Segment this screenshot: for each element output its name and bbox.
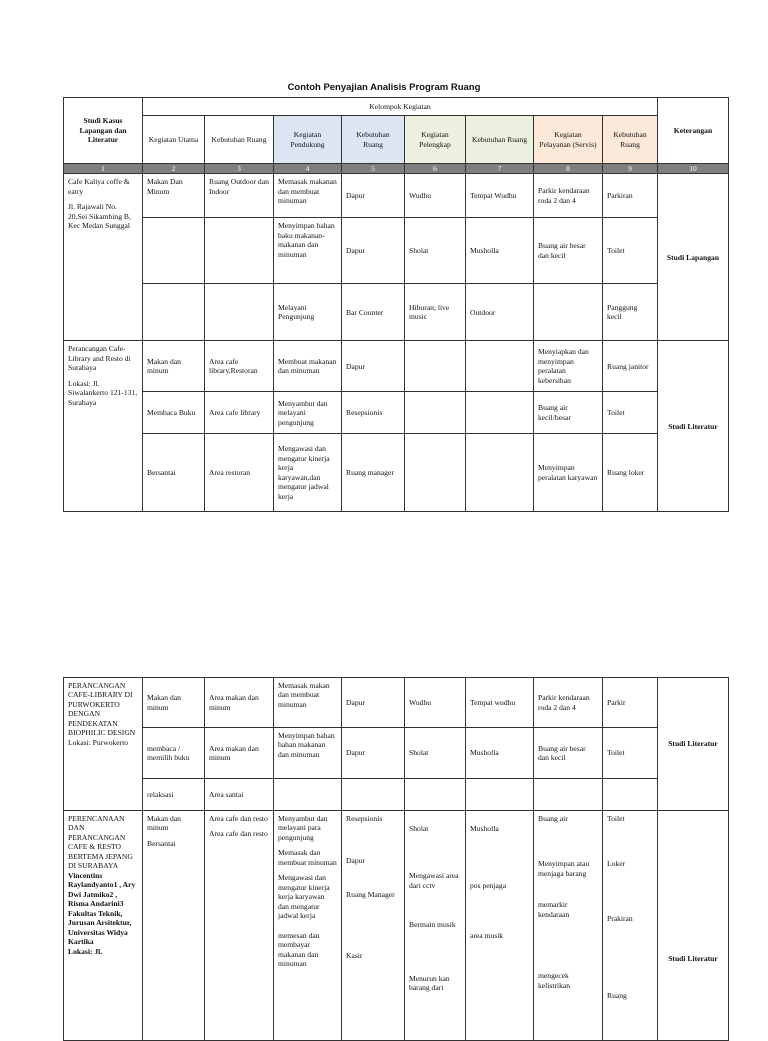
list-item: Sholat (409, 824, 429, 833)
cell-kegiatan-pelayanan: Parkir kendaraan roda 2 dan 4 (534, 174, 603, 218)
cell-kegiatan-pendukung: Menyambut dan melayani pengunjung (274, 392, 342, 434)
page-title: Contoh Penyajian Analisis Program Ruang (287, 82, 481, 93)
cell-kegiatan-pelayanan: Buang air besar dan kecil (534, 218, 603, 284)
cell-kegiatan-pelayanan: Parkir kendaraan roda 2 dan 4 (534, 678, 603, 728)
cell-kebutuhan-ruang: Area restoran (205, 434, 274, 512)
cell-kebutuhan-ruang: Toilet (603, 728, 658, 779)
cell-kebutuhan-ruang (466, 811, 534, 1041)
cell-kegiatan-pelengkap (405, 392, 466, 434)
cell-kebutuhan-ruang: Dapur (342, 174, 405, 218)
table-row (64, 811, 729, 1041)
header-col: Kegiatan Pelengkap (405, 116, 466, 164)
case-study-name: PERANCANGAN CAFE-LIBRARY DI PURWOKERTO DENGAN PENDEKATAN BIOPHILIC DESIGN (68, 681, 136, 738)
program-table-2 (63, 677, 729, 1041)
list-item: Mengawasi area dari cctv (409, 871, 459, 890)
cell-kegiatan-utama: Bersantai (143, 434, 205, 512)
case-study-location: Lokasi: Jl. (68, 946, 103, 956)
cell-kebutuhan-ruang: Ruang loker (603, 434, 658, 512)
cell-kebutuhan-ruang: Area makan dan minum (205, 678, 274, 728)
cell-kebutuhan-ruang: Ruang janitor (603, 341, 658, 392)
cell-kegiatan-pendukung: Memasak makan dan membuat minuman (274, 678, 342, 728)
cell-kebutuhan-ruang: Dapur (342, 728, 405, 779)
list-item: Prakiran (607, 913, 633, 923)
case-study-location: Jl. Rajawali No. 20,Sei Sikambing B, Kec Medan Sunggal (68, 202, 131, 231)
cell-kegiatan-pendukung: Membuat makanan dan minuman (274, 341, 342, 392)
list-item: area musik (470, 930, 504, 940)
cell-kebutuhan-ruang: Dapur (342, 678, 405, 728)
header-keterangan: Keterangan (658, 98, 729, 164)
cell-kegiatan-utama: Makan Dan Minum (143, 174, 205, 218)
cell-kebutuhan-ruang (466, 392, 534, 434)
cell-kebutuhan-ruang (205, 284, 274, 341)
list-item: Loker (607, 859, 626, 869)
cell-kebutuhan-ruang: Outdoor (466, 284, 534, 341)
header-col: Kebutuhan Ruang (603, 116, 658, 164)
header-col: Kebutuhan Ruang (466, 116, 534, 164)
cell-kebutuhan-ruang: Bar Counter (342, 284, 405, 341)
column-number: 10 (658, 164, 729, 174)
table-row (64, 284, 729, 341)
cell-kegiatan-pelengkap: Wudhu (405, 678, 466, 728)
cell-kebutuhan-ruang: Musholla (466, 728, 534, 779)
cell-kebutuhan-ruang: Parkir (603, 678, 658, 728)
header-kelompok-kegiatan: Kelompok Kegiatan (143, 98, 658, 116)
cell-kegiatan-pelayanan (534, 284, 603, 341)
program-table-1 (63, 97, 729, 512)
cell-keterangan: Studi Literatur (658, 811, 729, 1041)
cell-kebutuhan-ruang: Ruang Outdoor dan Indoor (205, 174, 274, 218)
cell-kegiatan-utama (143, 284, 205, 341)
list-item: Ruang Manager (346, 889, 395, 899)
cell-kebutuhan-ruang (342, 811, 405, 1041)
cell-kegiatan-pelayanan: Buang air besar dan kecil (534, 728, 603, 779)
cell-kebutuhan-ruang: Ruang manager (342, 434, 405, 512)
header-col: Kegiatan Utama (143, 116, 205, 164)
header-col: Kebutuhan Ruang (342, 116, 405, 164)
cell-kegiatan-pelayanan: Menyimpan peralatan karyawan (534, 434, 603, 512)
case-study-cell (64, 341, 143, 512)
list-item: Buang air (538, 814, 568, 823)
list-item: Kasir (346, 951, 363, 961)
column-number: 1 (64, 164, 143, 174)
cell-kegiatan-pelayanan: Menyiapkan dan menyimpan peralatan kebersihan (534, 341, 603, 392)
column-number: 5 (342, 164, 405, 174)
cell-kegiatan-pendukung: Mengawasi dan mengatur kinerja kerja karyawan,dan mengatur jadwal kerja (274, 434, 342, 512)
cell-kegiatan-utama (143, 811, 205, 1041)
cell-kegiatan-pendukung (274, 811, 342, 1041)
list-item: Menurun kan barang dari (409, 973, 450, 993)
header-studi-kasus: Studi Kasus Lapangan dan Literatur (64, 98, 143, 164)
case-study-name: PERENCANAAN DAN PERANCANGAN CAFE & RESTO BERTEMA JEPANG DI SURABAYA (68, 814, 133, 871)
case-study-cell (64, 811, 143, 1041)
list-item: pos penjaga (470, 881, 507, 891)
case-study-authors: Vincentins Raylandyanto1 , Ary Dwi Jatmiko2 , Risma Andarini3 Fakultas Teknik, Jurusan Arsitektur, Universitas Widya Kartika (68, 870, 136, 947)
cell-kebutuhan-ruang (205, 218, 274, 284)
column-number: 6 (405, 164, 466, 174)
list-item: Area cafe dan resto (209, 829, 268, 839)
list-item: Toilet (607, 814, 625, 823)
header-col: Kegiatan Pelayanan (Servis) (534, 116, 603, 164)
cell-kebutuhan-ruang (466, 779, 534, 811)
cell-kebutuhan-ruang: Musholla (466, 218, 534, 284)
cell-kebutuhan-ruang: Tempat Wudhu (466, 174, 534, 218)
list-item: Menyimpan atau menjaga barang (538, 859, 590, 878)
list-item: memarkir kendaraan (538, 900, 570, 919)
cell-kegiatan-pelayanan: Buang air kecil/besar (534, 392, 603, 434)
case-study-name: Perancangan Cafe-Library and Resto di Surabaya (68, 344, 131, 373)
cell-kegiatan-pelengkap: Hiburan; live music (405, 284, 466, 341)
cell-kebutuhan-ruang: Tempat wudhu (466, 678, 534, 728)
cell-kegiatan-utama (143, 218, 205, 284)
cell-kebutuhan-ruang: Area makan dan minum (205, 728, 274, 779)
case-study-cell (64, 678, 143, 811)
list-item: Ruang (607, 991, 627, 1001)
cell-kegiatan-pendukung: Menyimpan bahan bahan makanan dan minuman (274, 728, 342, 779)
cell-kebutuhan-ruang: Resepsionis (342, 392, 405, 434)
list-item: Menyambut dan melayani para pengunjung (278, 814, 328, 842)
cell-kegiatan-utama: Membaca Buku (143, 392, 205, 434)
cell-kebutuhan-ruang: Toilet (603, 392, 658, 434)
cell-kebutuhan-ruang: Toilet (603, 218, 658, 284)
cell-kegiatan-pelengkap: Sholat (405, 728, 466, 779)
case-study-location: Lokasi: Jl. Siwalankerto 121-131, Surabaya (68, 378, 138, 407)
table-row (64, 728, 729, 779)
cell-kegiatan-pendukung: Menyimpan bahan baku makanan-makanan dan minuman (274, 218, 342, 284)
table-row (64, 678, 729, 728)
list-item: Makan dan minum (147, 814, 181, 833)
cell-kegiatan-utama: Makan dan minum (143, 341, 205, 392)
table-row (64, 779, 729, 811)
list-item: Bersantai (147, 838, 176, 848)
column-number: 3 (205, 164, 274, 174)
list-item: memesan dan membayar makanan dan minuman (278, 930, 320, 969)
cell-kegiatan-utama: relaksasi (143, 779, 205, 811)
cell-kegiatan-pelengkap: Sholat (405, 218, 466, 284)
case-study-cell (64, 174, 143, 341)
list-item: Memasak dan membuat minuman (278, 848, 337, 867)
table-row (64, 434, 729, 512)
list-item: Mengawasi dan mengatur kinerja kerja karyawan dan mengatur jadwal kerja (278, 873, 330, 921)
column-number: 2 (143, 164, 205, 174)
table-row (64, 174, 729, 218)
cell-kegiatan-pendukung (274, 779, 342, 811)
case-study-location: Lokasi: Purwokerto (68, 737, 129, 747)
cell-kegiatan-pelayanan (534, 811, 603, 1041)
cell-kebutuhan-ruang: Area cafe library (205, 392, 274, 434)
table-row (64, 392, 729, 434)
cell-kebutuhan-ruang: Dapur (342, 341, 405, 392)
cell-kegiatan-pelengkap (405, 341, 466, 392)
cell-kegiatan-pelengkap (405, 779, 466, 811)
cell-kebutuhan-ruang (342, 779, 405, 811)
cell-kegiatan-pelengkap: Wudhu (405, 174, 466, 218)
cell-kegiatan-pelayanan (534, 779, 603, 811)
cell-keterangan: Studi Literatur (658, 341, 729, 512)
column-number: 9 (603, 164, 658, 174)
cell-kebutuhan-ruang (603, 811, 658, 1041)
cell-kebutuhan-ruang: Dapur (342, 218, 405, 284)
column-number: 8 (534, 164, 603, 174)
cell-kebutuhan-ruang: Parkiran (603, 174, 658, 218)
cell-kebutuhan-ruang (603, 779, 658, 811)
cell-kebutuhan-ruang: Area cafe library,Restoran (205, 341, 274, 392)
list-item: Bermain musik (409, 920, 456, 930)
list-item: Area cafe dan resto (209, 814, 268, 823)
cell-keterangan: Studi Lapangan (658, 174, 729, 341)
cell-kegiatan-utama: Makan dan minum (143, 678, 205, 728)
cell-kegiatan-pelengkap (405, 811, 466, 1041)
table-row (64, 341, 729, 392)
cell-kegiatan-pendukung: Melayani Pengunjung (274, 284, 342, 341)
table-row (64, 218, 729, 284)
case-study-name: Cafe Kaliya coffe & eatry (68, 177, 130, 196)
cell-keterangan: Studi Literatur (658, 678, 729, 811)
list-item: Resepsionis (346, 814, 383, 823)
cell-kebutuhan-ruang (466, 434, 534, 512)
list-item: Musholla (470, 824, 499, 833)
column-number: 7 (466, 164, 534, 174)
column-number: 4 (274, 164, 342, 174)
header-col: Kebutuhan Ruang (205, 116, 274, 164)
cell-kebutuhan-ruang (466, 341, 534, 392)
cell-kebutuhan-ruang: Area santai (205, 779, 274, 811)
cell-kebutuhan-ruang: Panggung kecil (603, 284, 658, 341)
list-item: Dapur (346, 856, 365, 866)
cell-kegiatan-utama: membaca / memilih buku (143, 728, 205, 779)
cell-kegiatan-pendukung: Memasak makanan dan membuat minuman (274, 174, 342, 218)
list-item: mengecek kelistrikan (538, 971, 571, 990)
cell-kebutuhan-ruang (205, 811, 274, 1041)
cell-kegiatan-pelengkap (405, 434, 466, 512)
header-col: Kegiatan Pendukung (274, 116, 342, 164)
